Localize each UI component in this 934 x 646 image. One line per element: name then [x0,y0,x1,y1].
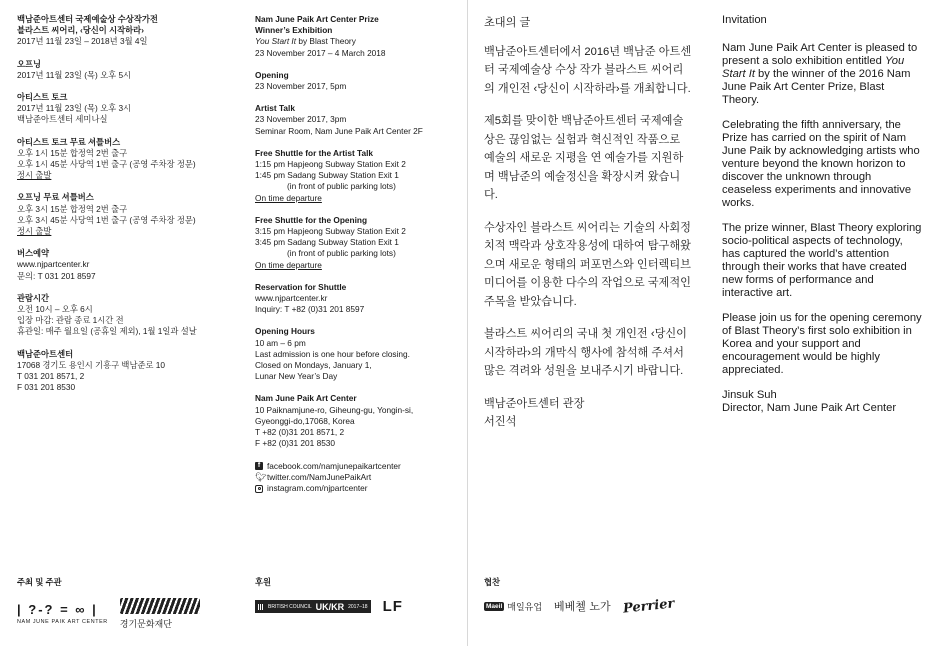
british-council-dots-icon [258,604,264,610]
twitter-icon: 🐦︎ [255,472,267,483]
ko-artist-talk-place: 백남준아트센터 세미나실 [17,114,108,125]
en-opening-block [255,70,460,92]
en-opening-shuttle-depart: On time departure [255,259,322,270]
maeil-logo [484,600,542,613]
en-talk-shuttle-line3: (in front of public parking lots) [287,181,396,192]
ko-invitation-title: 초대의 글 [484,17,531,29]
facebook-icon: f [255,462,263,470]
ko-opening-shuttle-block [17,192,242,237]
en-invitation-para3: The prize winner, Blast Theory exploring socio-political aspects of technology, has captured the world’s attention through their works that have created new forms of performance and interactive art. [722,222,922,299]
en-center-block [255,393,460,449]
facebook-text: facebook.com/namjunepaikartcenter [267,460,401,471]
ko-talk-shuttle-label: 아티스트 토크 무료 셔틀버스 [17,136,121,147]
page-fold-divider [467,0,468,646]
ko-signature-name: 서진석 [484,416,517,428]
en-exhibition-dates: 23 November 2017 – 4 March 2018 [255,47,386,58]
ko-artist-talk-label: 아티스트 토크 [17,92,68,103]
english-info-column [255,14,460,505]
cooperation-credits [484,576,675,617]
en-reservation-label: Reservation for Shuttle [255,281,347,292]
sponsor-label: 후원 [255,577,272,587]
en-opening-shuttle-line1: 3:15 pm Hapjeong Subway Station Exit 2 [255,226,406,237]
nam-june-paik-art-center-logo [17,603,108,625]
ko-hours-label: 관람시간 [17,292,50,303]
en-social-block [255,461,460,495]
ko-hours-line1: 오전 10시 – 오후 6시 [17,304,93,315]
ko-center-label: 백남준아트센터 [17,348,74,359]
ko-artist-talk-time: 2017년 11월 23일 (목) 오후 3시 [17,103,132,114]
en-exhibition-by: by Blast Theory [296,36,356,47]
en-prize-title: Nam June Paik Art Center Prize [255,14,379,24]
en-invitation-para1-a: Nam June Paik Art Center is pleased to present a solo exhibition entitled [722,42,918,67]
maeil-logo-text: 매일유업 [507,601,543,612]
en-invitation-para1-title: You Start It [722,55,905,80]
en-opening-shuttle-block [255,215,460,271]
en-hours-label: Opening Hours [255,326,315,337]
ko-bus-reservation-web[interactable]: www.njpartcenter.kr [17,259,90,270]
en-talk-shuttle-label: Free Shuttle for the Artist Talk [255,147,374,158]
cooperation-label: 협찬 [484,577,501,587]
ko-opening-time: 2017년 11월 23일 (목) 오후 5시 [17,69,132,80]
ko-signature-title: 백남준아트센터 관장 [484,397,585,410]
ko-opening-shuttle-depart: 정시 출발 [17,226,52,237]
en-artist-talk-label: Artist Talk [255,103,295,114]
perrier-logo: Perrier [622,595,675,617]
gyeonggi-logo-text: 경기문화재단 [119,619,172,629]
en-reservation-web[interactable]: www.njpartcenter.kr [255,293,328,304]
ko-opening-label: 오프닝 [17,58,42,69]
british-council-text: BRITISH COUNCIL [268,603,312,610]
ko-bus-reservation-block [17,248,242,282]
gyeonggi-cultural-foundation-logo [120,598,200,630]
ko-opening-block [17,59,242,81]
en-exhibition-block [255,14,460,59]
en-center-fax: F +82 (0)31 201 8530 [255,438,336,449]
en-invitation-title: Invitation [722,14,767,26]
ko-center-block [17,349,242,394]
ko-hours-line3: 휴관일: 매주 월요일 (공휴일 제외), 1월 1일과 설날 [17,326,197,337]
ko-exhibition-title: 백남준아트센터 국제예술상 수상작가전 [17,14,158,24]
sponsor-credits [255,576,403,615]
english-invitation-column [722,14,922,415]
twitter-link[interactable] [255,472,460,483]
uk-kr-year: 2017–18 [348,603,368,610]
en-prize-subtitle: Winner’s Exhibition [255,25,333,36]
instagram-text: instagram.com/njpartcenter [267,482,368,493]
ko-exhibition-dates: 2017년 11월 23일 – 2018년 3월 4일 [17,36,148,47]
en-talk-shuttle-depart: On time departure [255,192,322,203]
en-invitation-para1-b: by the winner of the 2016 Nam June Paik Art Center Prize, Blast Theory. [722,68,911,106]
njp-logo-mark: | ?-? = ∞ | [17,602,98,617]
ko-invitation-para4: 블라스트 씨어리의 국내 첫 개인전 ‹당신이 시작하라›의 개막식 행사에 참석해 주셔서 많은 격려와 성원을 보내주시기 바랍니다. [484,328,687,377]
en-signature-name: Jinsuk Suh [722,389,777,401]
organizer-logos [17,598,200,630]
ko-bus-reservation-phone: 문의: T 031 201 8597 [17,270,96,281]
njp-logo-subtext: NAM JUNE PAIK ART CENTER [17,619,108,625]
facebook-link[interactable] [255,461,460,472]
ko-center-address: 17068 경기도 용인시 기흥구 백남준로 10 [17,359,166,370]
en-center-address1: 10 Paiknamjune-ro, Giheung-gu, Yongin-si, [255,404,414,415]
en-exhibition-title-line [255,36,460,47]
organizer-label: 주최 및 주관 [17,577,62,587]
en-center-address2: Gyeonggi-do,17068, Korea [255,415,355,426]
en-talk-shuttle-line2: 1:45 pm Sadang Subway Station Exit 1 [255,170,399,181]
cooperation-logos [484,595,675,617]
en-reservation-block [255,282,460,316]
en-talk-shuttle-line1: 1:15 pm Hapjeong Subway Station Exit 2 [255,159,406,170]
en-exhibition-title: You Start It [255,36,297,47]
en-hours-line4: Lunar New Year’s Day [255,371,338,382]
ko-bus-reservation-label: 버스예약 [17,248,50,259]
ko-center-fax: F 031 201 8530 [17,382,76,393]
ko-exhibition-subtitle: 블라스트 씨어리, ‹당신이 시작하라› [17,25,144,36]
ko-talk-shuttle-line2: 오후 1시 45분 사당역 1번 출구 (공영 주차장 정문) [17,159,196,170]
en-hours-line2: Last admission is one hour before closing. [255,348,410,359]
en-opening-label: Opening [255,69,289,80]
en-opening-shuttle-label: Free Shuttle for the Opening [255,214,368,225]
organizer-credits [17,576,200,630]
en-invitation-para2: Celebrating the fifth anniversary, the Prize has carried on the spirit of Nam June Paik by acknowledging artists who venture beyond the known horizon to discover the unknown through ceaseless experiments and innovative works. [722,119,920,209]
ko-talk-shuttle-block [17,137,242,182]
ko-talk-shuttle-depart: 정시 출발 [17,170,52,181]
en-artist-talk-time: 23 November 2017, 3pm [255,114,347,125]
maeil-logo-box: Maeil [486,602,503,610]
bethel-nogga-logo: 베베첼 노가 [554,600,611,613]
ko-center-tel: T 031 201 8571, 2 [17,371,85,382]
sponsor-logos [255,598,403,615]
ko-invitation-para1: 백남준아트센터에서 2016년 백남준 아트센터 국제예술상 수상 작가 블라스트 씨어리의 개인전 ‹당신이 시작하라›를 개최합니다. [484,45,692,95]
ko-opening-shuttle-label: 오프닝 무료 셔틀버스 [17,192,94,203]
ko-hours-line2: 입장 마감: 관람 종료 1시간 전 [17,315,124,326]
ko-opening-shuttle-line2: 오후 3시 45분 사당역 1번 출구 (공영 주차장 정문) [17,214,196,225]
en-signature-title: Director, Nam June Paik Art Center [722,402,897,414]
uk-kr-text: UK/KR [315,601,345,612]
korean-invitation-column [484,14,694,432]
ko-opening-shuttle-line1: 오후 3시 15분 합정역 2번 출구 [17,203,128,214]
ko-artist-talk-block [17,92,242,126]
gyeonggi-pattern-icon [120,598,200,614]
en-invitation-para4: Please join us for the opening ceremony of Blast Theory’s first solo exhibition in Korea and your support and encouragement would be highly appreciated. [722,312,922,376]
en-center-label: Nam June Paik Art Center [255,393,357,404]
en-opening-shuttle-line2: 3:45 pm Sadang Subway Station Exit 1 [255,237,399,248]
en-artist-talk-place: Seminar Room, Nam June Paik Art Center 2F [255,125,423,136]
en-reservation-phone: Inquiry: T +82 (0)31 201 8597 [255,304,365,315]
instagram-link[interactable] [255,483,460,494]
ko-talk-shuttle-line1: 오후 1시 15분 합정역 2번 출구 [17,147,128,158]
en-invitation-para1 [722,42,922,107]
twitter-text: twitter.com/NamJunePaikArt [267,471,372,482]
british-council-uk-kr-logo [255,600,371,613]
ko-exhibition-block [17,14,242,48]
en-hours-line3: Closed on Mondays, January 1, [255,360,372,371]
en-artist-talk-block [255,103,460,137]
ko-invitation-para2: 제5회를 맞이한 백남준아트센터 국제예술상은 끊임없는 실험과 혁신적인 작품으로 예술의 새로운 지평을 연 예술가를 지원하며 백남준의 예술정신을 확장시켜 왔습니다. [484,115,684,201]
en-hours-line1: 10 am – 6 pm [255,337,306,348]
en-hours-block [255,326,460,382]
lf-logo: LF [382,598,403,615]
en-talk-shuttle-block [255,148,460,204]
en-opening-time: 23 November 2017, 5pm [255,81,347,92]
en-center-tel: T +82 (0)31 201 8571, 2 [255,427,345,438]
ko-hours-block [17,293,242,338]
en-opening-shuttle-line3: (in front of public parking lots) [287,248,396,259]
ko-invitation-para3: 수상자인 블라스트 씨어리는 기술의 사회정치적 맥락과 상호작용성에 대하여 탐구해왔으며 새로운 형태의 퍼포먼스와 인터렉티브 미디어를 이용한 다수의 작업으로 국제적인 주목을 받았습니다. [484,221,691,308]
instagram-icon [255,485,263,493]
korean-info-column [17,14,242,404]
